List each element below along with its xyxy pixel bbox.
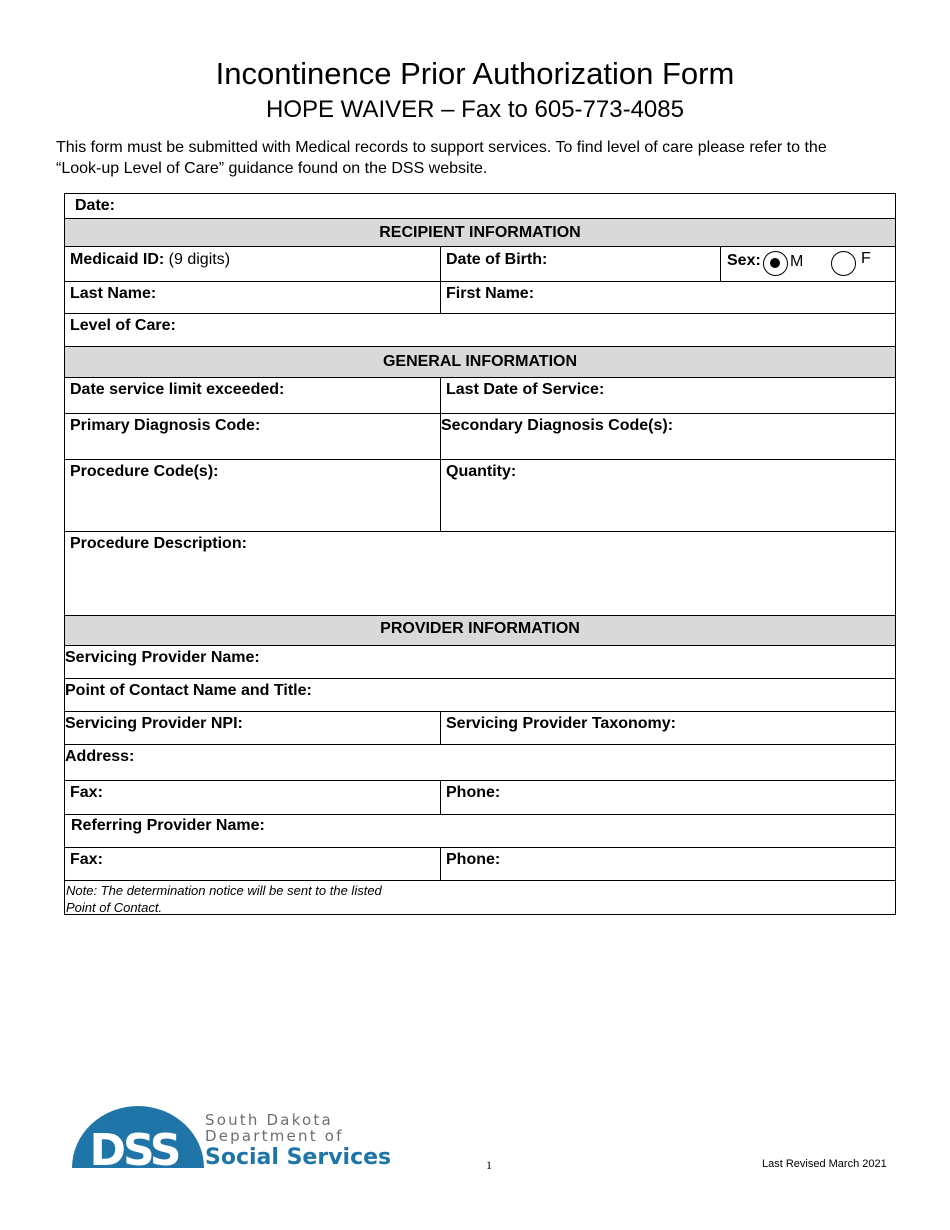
general-section-title: GENERAL INFORMATION	[382, 353, 578, 370]
form-title: Incontinence Prior Authorization Form	[215, 56, 735, 91]
page-number: 1	[486, 1158, 492, 1172]
phone-label: Phone:	[446, 784, 501, 801]
date-row	[65, 194, 895, 219]
servicing-provider-name-field[interactable]	[65, 646, 895, 678]
dob-field[interactable]	[440, 247, 720, 281]
provider-section-header	[65, 616, 895, 646]
first-name-label: First Name:	[446, 285, 535, 302]
sex-field	[720, 247, 897, 281]
servicing-taxonomy-field[interactable]	[440, 712, 895, 744]
level-of-care-field[interactable]	[65, 314, 895, 346]
level-of-care-row	[65, 314, 895, 347]
general-row-1	[65, 378, 895, 414]
form-subtitle: HOPE WAIVER – Fax to 605-773-4085	[266, 96, 684, 123]
determination-note	[66, 882, 382, 916]
primary-diagnosis-field[interactable]	[65, 414, 440, 459]
date-field[interactable]	[65, 194, 895, 218]
sex-f-radio[interactable]	[831, 251, 856, 276]
note-line-2: Point of Contact.	[66, 900, 163, 915]
servicing-npi-field[interactable]	[65, 712, 440, 744]
logo-line-2: Department of	[205, 1127, 344, 1145]
recipient-row-2	[65, 282, 895, 314]
sex-label: Sex:	[727, 252, 761, 269]
fax-label: Fax:	[70, 784, 103, 801]
revision-date: Last Revised March 2021	[762, 1158, 887, 1170]
address-label: Address:	[65, 748, 135, 765]
medicaid-id-label: Medicaid ID: (9 digits)	[70, 251, 231, 268]
sex-f-label: F	[861, 250, 871, 267]
referring-phone-label: Phone:	[446, 851, 501, 868]
logo-line-3: Social Services	[205, 1145, 392, 1170]
intro-text	[56, 137, 896, 179]
recipient-section-header	[65, 219, 895, 247]
note-row	[65, 881, 895, 915]
radio-selected-dot	[770, 258, 780, 268]
referring-phone-field[interactable]	[440, 848, 895, 880]
procedure-codes-label: Procedure Code(s):	[70, 463, 219, 480]
general-row-3	[65, 460, 895, 532]
intro-line-2: “Look-up Level of Care” guidance found on the DSS website.	[56, 160, 488, 177]
referring-provider-row	[65, 815, 895, 848]
referring-contact-row	[65, 848, 895, 881]
medicaid-id-hint: (9 digits)	[164, 251, 231, 268]
procedure-codes-field[interactable]	[65, 460, 440, 531]
referring-provider-name-label: Referring Provider Name:	[71, 817, 265, 834]
general-section-header	[65, 347, 895, 378]
point-of-contact-field[interactable]	[65, 679, 895, 711]
provider-section-title: PROVIDER INFORMATION	[380, 620, 580, 637]
logo-line-1: South Dakota	[205, 1111, 333, 1129]
quantity-label: Quantity:	[446, 463, 517, 480]
servicing-provider-name-row	[65, 646, 895, 679]
secondary-diagnosis-label: Secondary Diagnosis Code(s):	[441, 417, 674, 434]
logo-letters: DSS	[89, 1125, 179, 1174]
general-row-2	[65, 414, 895, 460]
procedure-description-row	[65, 532, 895, 616]
servicing-contact-row	[65, 781, 895, 815]
level-of-care-label: Level of Care:	[70, 317, 176, 334]
address-field[interactable]	[65, 745, 895, 780]
medicaid-id-field[interactable]	[65, 247, 440, 281]
last-name-label: Last Name:	[70, 285, 157, 302]
last-date-of-service-field[interactable]	[440, 378, 895, 413]
servicing-taxonomy-label: Servicing Provider Taxonomy:	[446, 715, 676, 732]
first-name-field[interactable]	[440, 282, 895, 313]
last-date-of-service-label: Last Date of Service:	[446, 381, 605, 398]
fax-field[interactable]	[65, 781, 440, 814]
primary-diagnosis-label: Primary Diagnosis Code:	[70, 417, 261, 434]
sex-m-radio[interactable]	[763, 251, 788, 276]
servicing-provider-name-label: Servicing Provider Name:	[65, 649, 260, 666]
address-row	[65, 745, 895, 781]
quantity-field[interactable]	[440, 460, 895, 531]
authorization-form	[64, 193, 896, 915]
npi-row	[65, 712, 895, 745]
date-limit-exceeded-field[interactable]	[65, 378, 440, 413]
recipient-row-1	[65, 247, 895, 282]
date-label: Date:	[75, 197, 116, 214]
date-limit-exceeded-label: Date service limit exceeded:	[70, 381, 285, 398]
recipient-section-title: RECIPIENT INFORMATION	[379, 224, 581, 241]
phone-field[interactable]	[440, 781, 895, 814]
secondary-diagnosis-field[interactable]	[440, 414, 895, 459]
logo-wordmark	[205, 1112, 391, 1171]
referring-provider-name-field[interactable]	[65, 815, 895, 847]
point-of-contact-row	[65, 679, 895, 712]
dob-label: Date of Birth:	[446, 251, 548, 268]
point-of-contact-label: Point of Contact Name and Title:	[65, 682, 312, 699]
referring-fax-label: Fax:	[70, 851, 103, 868]
intro-line-1: This form must be submitted with Medical records to support services. To find level of care please refer to the	[56, 139, 827, 156]
referring-fax-field[interactable]	[65, 848, 440, 880]
sex-m-label: M	[790, 253, 804, 270]
note-line-1: Note: The determination notice will be sent to the listed	[66, 883, 382, 898]
procedure-description-label: Procedure Description:	[70, 535, 247, 552]
servicing-npi-label: Servicing Provider NPI:	[65, 715, 243, 732]
procedure-description-field[interactable]	[65, 532, 895, 615]
last-name-field[interactable]	[65, 282, 440, 313]
